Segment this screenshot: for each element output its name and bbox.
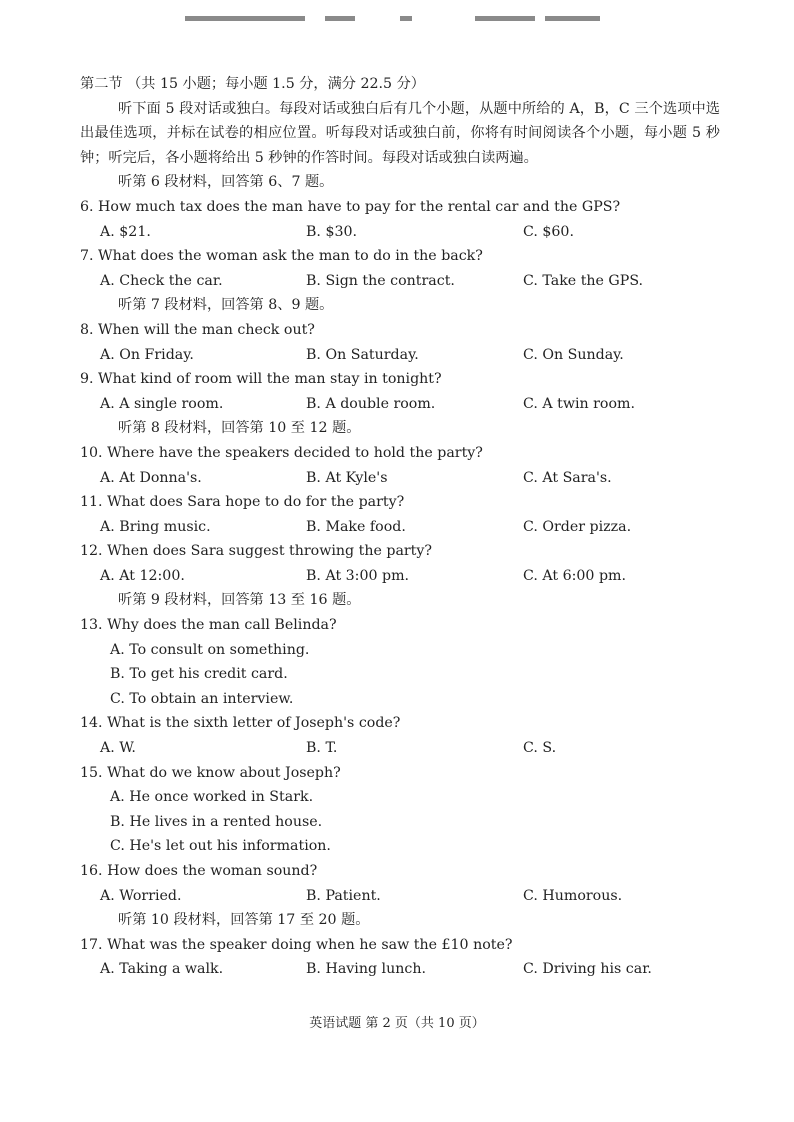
- option-a[interactable]: A. W.: [100, 740, 136, 757]
- exam-content: [80, 72, 730, 982]
- question-stem: 10. Where have the speakers decided to hold the party?: [80, 444, 483, 461]
- option-c[interactable]: C. S.: [523, 740, 557, 757]
- option-b[interactable]: B. A double room.: [306, 395, 436, 412]
- question-stem: 13. Why does the man call Belinda?: [80, 617, 337, 634]
- option-b[interactable]: B. Patient.: [306, 887, 381, 904]
- question-stem: 15. What do we know about Joseph?: [80, 764, 341, 781]
- header-strip: [185, 14, 600, 24]
- option-row: [80, 736, 730, 761]
- option-a[interactable]: A. $21.: [100, 223, 151, 240]
- option-a[interactable]: A. Taking a walk.: [100, 961, 224, 978]
- option-c[interactable]: C. Driving his car.: [523, 961, 652, 978]
- option-row: [80, 343, 730, 368]
- question-stem: 14. What is the sixth letter of Joseph's code?: [80, 715, 401, 732]
- question-stem: 8. When will the man check out?: [80, 321, 315, 338]
- option-c[interactable]: C. Order pizza.: [523, 518, 632, 535]
- question-stem: 7. What does the woman ask the man to do in the back?: [80, 248, 483, 265]
- option-b[interactable]: B. On Saturday.: [306, 346, 419, 363]
- question-stem: 12. When does Sara suggest throwing the party?: [80, 543, 433, 560]
- question-stem: 11. What does Sara hope to do for the party?: [80, 494, 405, 511]
- page-footer: 英语试题 第 2 页（共 10 页）: [309, 1016, 485, 1031]
- option-c[interactable]: C. At Sara's.: [523, 469, 612, 486]
- option-b[interactable]: B. He lives in a rented house.: [110, 813, 323, 830]
- option-c[interactable]: C. At 6:00 pm.: [523, 567, 626, 584]
- question-stem: 9. What kind of room will the man stay in tonight?: [80, 371, 442, 388]
- option-b[interactable]: B. At 3:00 pm.: [306, 567, 410, 584]
- option-c[interactable]: C. Humorous.: [523, 887, 623, 904]
- option-b[interactable]: B. $30.: [306, 223, 358, 240]
- option-a[interactable]: A. Bring music.: [100, 518, 211, 535]
- group-heading: 听第 6 段材料，回答第 6、7 题。: [118, 174, 334, 191]
- option-c[interactable]: C. He's let out his information.: [110, 838, 331, 855]
- option-c[interactable]: C. A twin room.: [523, 395, 635, 412]
- option-b[interactable]: B. Sign the contract.: [306, 272, 455, 289]
- question-stem: 16. How does the woman sound?: [80, 863, 318, 879]
- group-heading: 听第 7 段材料，回答第 8、9 题。: [118, 297, 334, 314]
- option-row: [80, 957, 730, 982]
- option-b[interactable]: B. T.: [306, 740, 338, 757]
- question-stem: 17. What was the speaker doing when he saw the £10 note?: [80, 936, 513, 953]
- option-row: [80, 515, 730, 540]
- option-c[interactable]: C. To obtain an interview.: [110, 690, 294, 707]
- option-c[interactable]: C. On Sunday.: [523, 346, 624, 363]
- option-row: [80, 269, 730, 294]
- option-row: [80, 220, 730, 245]
- option-b[interactable]: B. To get his credit card.: [110, 666, 288, 683]
- option-row: [80, 392, 730, 417]
- section-title: 第二节 （共 15 小题；每小题 1.5 分，满分 22.5 分）: [80, 76, 425, 92]
- group-heading: 听第 9 段材料，回答第 13 至 16 题。: [118, 592, 361, 609]
- option-a[interactable]: A. Check the car.: [100, 272, 223, 289]
- option-b[interactable]: B. At Kyle's: [306, 469, 388, 486]
- option-a[interactable]: A. To consult on something.: [110, 641, 310, 658]
- option-row: [80, 884, 730, 909]
- question-stem: 6. How much tax does the man have to pay for the rental car and the GPS?: [80, 198, 621, 215]
- group-heading: 听第 8 段材料，回答第 10 至 12 题。: [118, 420, 361, 437]
- option-a[interactable]: A. At 12:00.: [100, 567, 185, 584]
- option-row: [80, 564, 730, 589]
- option-c[interactable]: C. $60.: [523, 223, 574, 240]
- option-b[interactable]: B. Having lunch.: [306, 961, 426, 978]
- option-a[interactable]: A. Worried.: [100, 887, 182, 904]
- option-a[interactable]: A. On Friday.: [100, 346, 194, 363]
- group-heading: 听第 10 段材料，回答第 17 至 20 题。: [118, 912, 370, 929]
- option-c[interactable]: C. Take the GPS.: [523, 272, 644, 289]
- option-a[interactable]: A. A single room.: [100, 395, 224, 412]
- option-row: [80, 466, 730, 491]
- option-a[interactable]: A. At Donna's.: [100, 469, 202, 486]
- option-a[interactable]: A. He once worked in Stark.: [110, 789, 314, 806]
- option-b[interactable]: B. Make food.: [306, 518, 406, 535]
- section-directions: 听下面 5 段对话或独白。每段对话或独白后有几个小题，从题中所给的 A，B，C 三个选项中选出最佳选项，并标在试卷的相应位置。听每段对话或独白前，你将有时间阅读各个小题，每小题 5 秒钟；听完后，各小题将给出 5 秒钟的作答时间。每段对话或独白读两遍。: [80, 100, 720, 166]
